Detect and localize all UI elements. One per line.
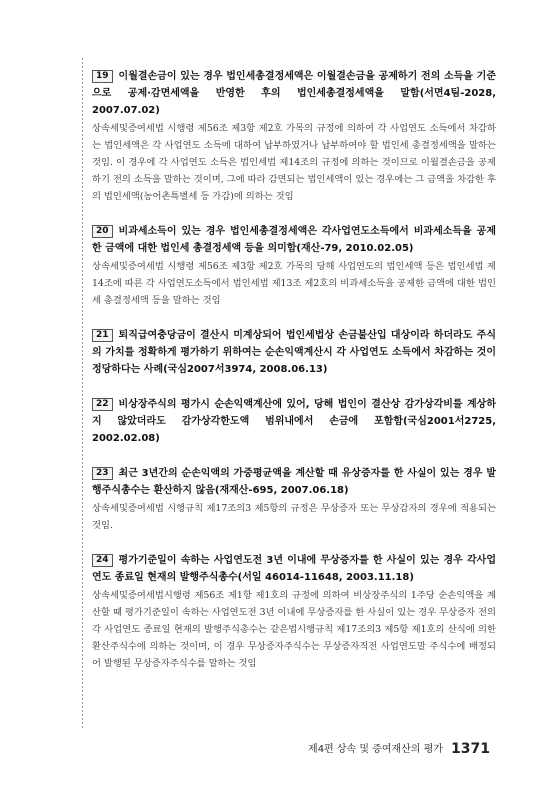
entry-19 — [92, 68, 496, 205]
page-footer — [280, 740, 490, 757]
entry-number-badge: 24 — [92, 554, 113, 567]
entry-heading — [92, 68, 496, 119]
entry-heading — [92, 327, 496, 378]
entry-number-badge: 23 — [92, 467, 113, 480]
entry-title: 평가기준일이 속하는 사업연도전 3년 이내에 무상증자를 한 사실이 있는 경우 각사업연도 종료일 현재의 발행주식총수(서일 46014-11648, 2003.11.18) — [92, 555, 496, 583]
entry-23 — [92, 465, 496, 534]
entry-number-badge: 21 — [92, 329, 113, 342]
entry-title: 비과세소득이 있는 경우 법인세총결정세액은 각사업연도소득에서 비과세소득을 공제한 금액에 대한 법인세 총결정세액 등을 의미함(재산-79, 2010.02.05) — [92, 226, 496, 254]
entry-body: 상속세및증여세법시행령 제56조 제1항 제1호의 규정에 의하여 비상장주식의 1주당 순손익액을 계산할 때 평가기준일이 속하는 사업연도전 3년 이내에 무상증자를 한 사실이 있는 경우 무상증자 전의 각 사업연도 종료일 현재의 발행주식총수는 같은법시행규칙 제17조의3 제5항 제1호의 산식에 의한 환산주식수에 의하는 것이며, 이 경우 무상증자주식수는 무상증자직전 사업연도말 주식수에 배정되어 발행된 무상증자주식수를 말하는 것임 — [92, 590, 496, 669]
entry-body: 상속세및증여세법 시행규칙 제17조의3 제5항의 규정은 무상증자 또는 무상감자의 경우에 적용되는 것임. — [92, 503, 496, 531]
entry-title: 퇴직급여충당금이 결산시 미계상되어 법인세법상 손금불산입 대상이라 하더라도 주식의 가치를 정확하게 평가하기 위하여는 순손익액계산시 각 사업연도 소득에서 차감하는 것이 정당하다는 사례(국심2007서3974, 2008.06.13) — [92, 330, 496, 375]
entry-22 — [92, 396, 496, 447]
entries-list — [92, 68, 496, 690]
chapter-label: 제4편 상속 및 증여재산의 평가 — [308, 744, 444, 755]
entry-heading — [92, 552, 496, 586]
entry-21 — [92, 327, 496, 378]
entry-20 — [92, 223, 496, 309]
page-number: 1371 — [451, 741, 490, 757]
entry-title: 최근 3년간의 순손익액의 가중평균액을 계산할 때 유상증자를 한 사실이 있는 경우 발행주식총수는 환산하지 않음(재재산-695, 2007.06.18) — [92, 468, 496, 496]
entry-body: 상속세및증여세법 시행령 제56조 제3항 제2호 가목의 당해 사업연도의 법인세액 등은 법인세법 제14조에 따른 각 사업연도소득에서 법인세법 제13조 제2호의 비과세소득을 공제한 금액에 대한 법인세 총결정세액 등을 말하는 것임 — [92, 261, 496, 306]
entry-heading — [92, 396, 496, 447]
entry-heading — [92, 465, 496, 499]
margin-dotted-rule — [82, 58, 83, 730]
entry-number-badge: 19 — [92, 70, 113, 83]
entry-heading — [92, 223, 496, 257]
entry-24 — [92, 552, 496, 672]
entry-number-badge: 20 — [92, 225, 113, 238]
entry-title: 비상장주식의 평가시 순손익액계산에 있어, 당해 법인이 결산상 감가상각비를 계상하지 않았더라도 감가상각한도액 범위내에서 손금에 포함함(국심2001서2725, 2002.02.08) — [92, 399, 496, 444]
entry-body: 상속세및증여세법 시행령 제56조 제3항 제2호 가목의 규정에 의하여 각 사업연도 소득에서 차감하는 법인세액은 각 사업연도 소득에 대하여 납부하였거나 납부하여야 할 법인세 총결정세액을 말하는 것임. 이 경우에 각 사업연도 소득은 법인세법 제14조의 규정에 의하는 것이므로 이월결손금을 공제하기 전의 소득을 말하는 것이며, 그에 따라 감면되는 법인세액이 있는 경우에는 그 금액을 차감한 후의 법인세액(농어촌특별세 등 가감)에 의하는 것임 — [92, 123, 496, 202]
entry-number-badge: 22 — [92, 398, 113, 411]
entry-title: 이월결손금이 있는 경우 법인세총결정세액은 이월결손금을 공제하기 전의 소득을 기준으로 공제·감면세액을 반영한 후의 법인세총결정세액을 말함(서면4팀-2028, 2007.07.02) — [92, 71, 496, 116]
